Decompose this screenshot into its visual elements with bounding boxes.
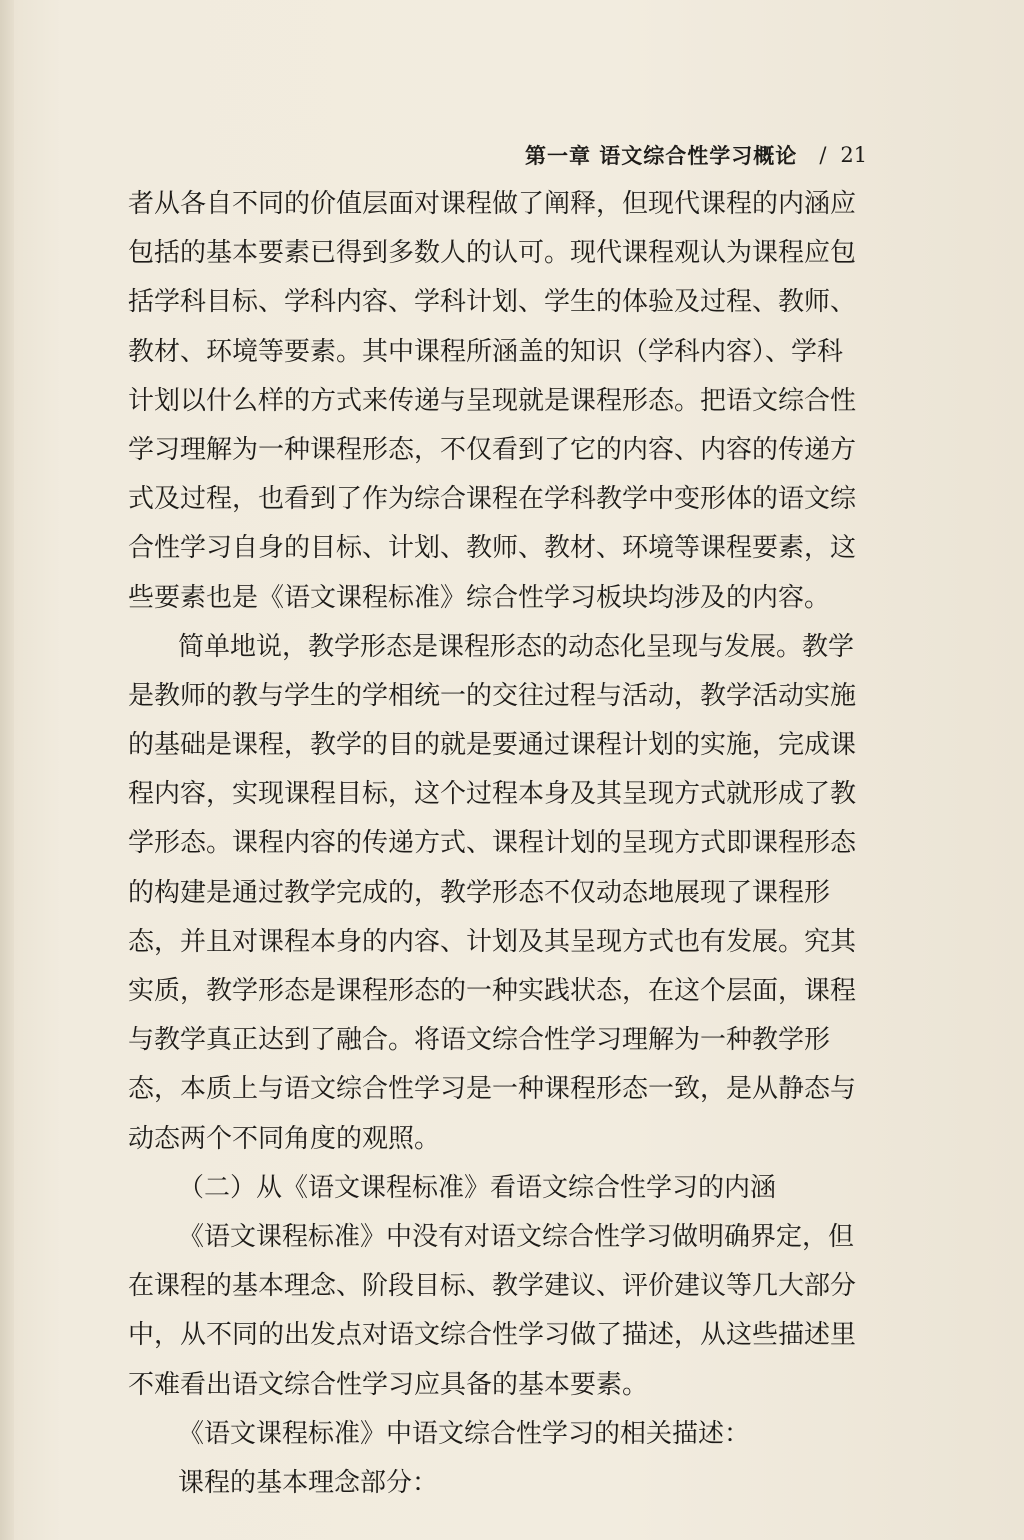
text-line: 中，从不同的出发点对语文综合性学习做了描述，从这些描述里 bbox=[128, 1320, 857, 1351]
text-line: 《语文课程标准》中语文综合性学习的相关描述： bbox=[178, 1418, 751, 1449]
text-line: 些要素也是《语文课程标准》综合性学习板块均涉及的内容。 bbox=[128, 582, 831, 613]
text-line: 合性学习自身的目标、计划、教师、教材、环境等课程要素，这 bbox=[128, 533, 857, 564]
text-line: 不难看出语文综合性学习应具备的基本要素。 bbox=[128, 1369, 649, 1400]
text-line: 学形态。课程内容的传递方式、课程计划的呈现方式即课程形态 bbox=[128, 828, 857, 859]
text-line: 的构建是通过教学完成的，教学形态不仅动态地展现了课程形 bbox=[128, 877, 831, 908]
text-line: 《语文课程标准》中没有对语文综合性学习做明确界定，但 bbox=[178, 1221, 855, 1252]
text-line: 程内容，实现课程目标，这个过程本身及其呈现方式就形成了教 bbox=[128, 779, 857, 810]
text-line: 者从各自不同的价值层面对课程做了阐释，但现代课程的内涵应 bbox=[128, 189, 857, 219]
text-line: 课程的基本理念部分： bbox=[178, 1467, 439, 1498]
text-line: 在课程的基本理念、阶段目标、教学建议、评价建议等几大部分 bbox=[128, 1271, 857, 1302]
text-line: 教材、环境等要素。其中课程所涵盖的知识（学科内容）、学科 bbox=[128, 336, 844, 367]
text-line: 括学科目标、学科内容、学科计划、学生的体验及过程、教师、 bbox=[128, 287, 857, 318]
text-line: 实质，教学形态是课程形态的一种实践状态，在这个层面，课程 bbox=[128, 976, 857, 1006]
text-line: 态，本质上与语文综合性学习是一种课程形态一致，是从静态与 bbox=[128, 1074, 857, 1105]
text-line: 学习理解为一种课程形态，不仅看到了它的内容、内容的传递方 bbox=[128, 434, 857, 465]
page-binding-edge bbox=[0, 0, 14, 1540]
text-line: 式及过程，也看到了作为综合课程在学科教学中变形体的语文综 bbox=[128, 484, 857, 515]
header-separator: / bbox=[819, 143, 827, 167]
text-line: 动态两个不同角度的观照。 bbox=[128, 1123, 441, 1154]
running-header bbox=[525, 138, 885, 172]
text-line: 的基础是课程，教学的目的就是要通过课程计划的实施，完成课 bbox=[128, 730, 857, 761]
text-line: 包括的基本要素已得到多数人的认可。现代课程观认为课程应包 bbox=[128, 238, 857, 269]
text-line: 简单地说，教学形态是课程形态的动态化呈现与发展。教学 bbox=[178, 631, 855, 662]
chapter-title: 第一章 语文综合性学习概论 bbox=[525, 143, 798, 168]
text-line: （二）从《语文课程标准》看语文综合性学习的内涵 bbox=[178, 1172, 777, 1203]
text-line: 计划以什么样的方式来传递与呈现就是课程形态。把语文综合性 bbox=[128, 385, 857, 416]
page-number: 21 bbox=[840, 143, 868, 167]
text-line: 态，并且对课程本身的内容、计划及其呈现方式也有发展。究其 bbox=[128, 926, 857, 957]
text-line: 与教学真正达到了融合。将语文综合性学习理解为一种教学形 bbox=[128, 1025, 831, 1056]
body-text bbox=[128, 180, 890, 1508]
text-line: 是教师的教与学生的学相统一的交往过程与活动，教学活动实施 bbox=[128, 680, 857, 711]
